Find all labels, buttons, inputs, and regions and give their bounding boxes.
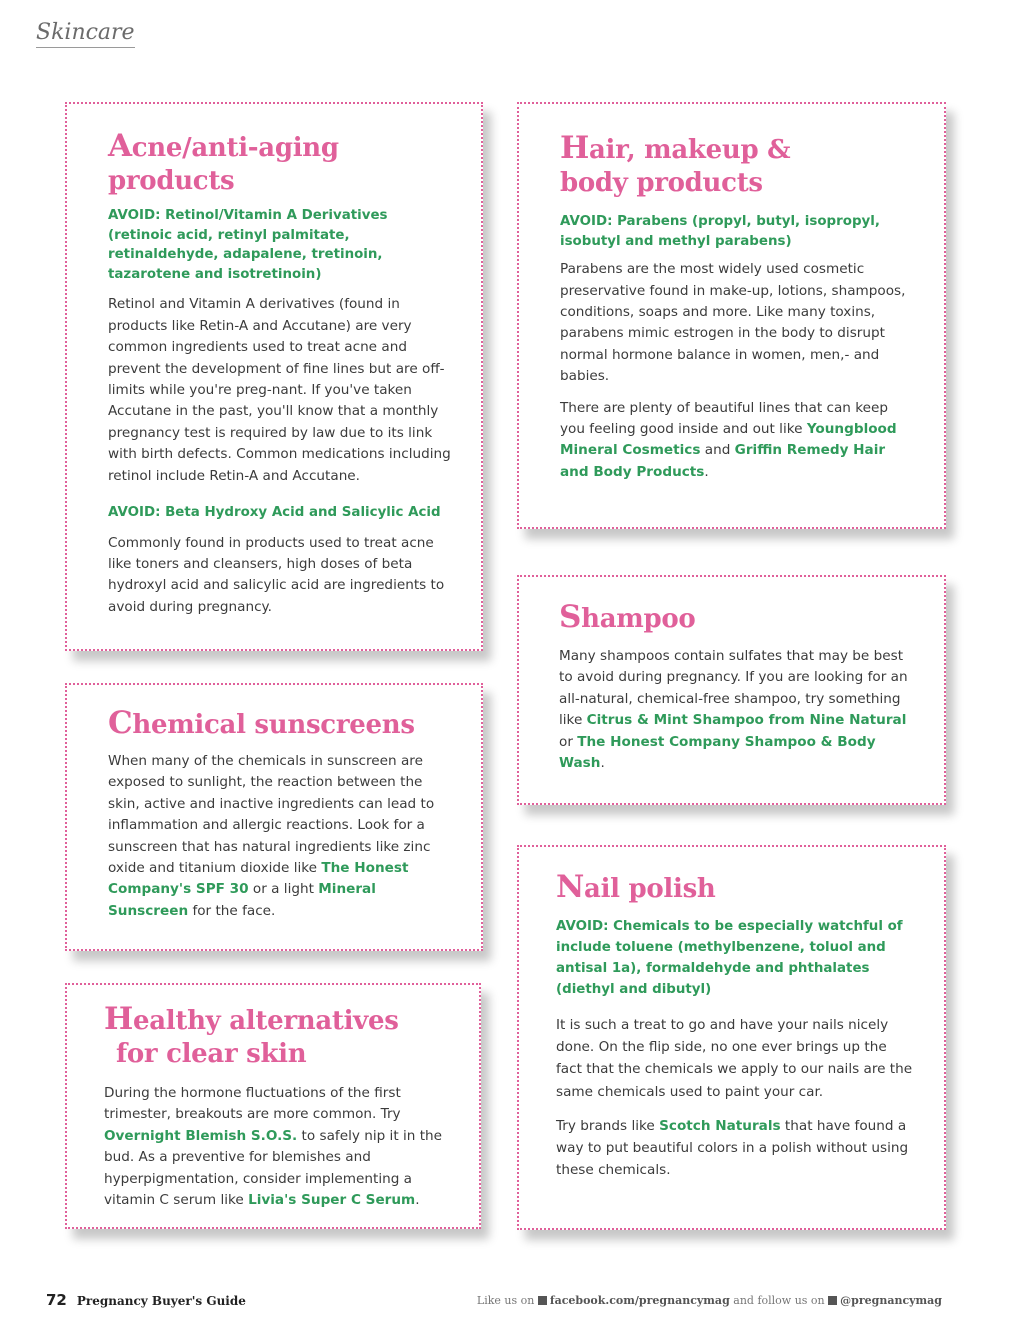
- card-sunscreen: [65, 683, 483, 951]
- link-youngblood[interactable]: Youngblood Mineral Cosmetics: [560, 421, 897, 459]
- acne-body-retinol: Retinol and Vitamin A derivatives (found in products like Retin-A and Accutane) are very common ingredients used to treat acne and prevent the development of fine lines but are off-limits while you're preg-nant. If you've taken Accutane in the past, you'll know that a monthly pregnancy test is required by law due to its link with birth defects. Common medications including retinol include Retin-A and Accutane.: [108, 296, 451, 484]
- footer-left: [46, 1291, 246, 1309]
- facebook-icon: [538, 1296, 547, 1305]
- card-healthy: [65, 983, 481, 1229]
- card-healthy-title: Healthy alternatives for clear skin: [104, 1001, 399, 1069]
- twitter-link[interactable]: @pregnancymag: [840, 1294, 942, 1307]
- card-nail: [517, 845, 946, 1230]
- link-honest-shampoo[interactable]: The Honest Company Shampoo & Body Wash: [559, 733, 876, 772]
- link-scotch-naturals[interactable]: Scotch Naturals: [659, 1117, 781, 1134]
- hair-avoid-parabens: AVOID: Parabens (propyl, butyl, isopropyl, isobutyl and methyl parabens): [560, 214, 880, 249]
- healthy-body: During the hormone fluctuations of the first trimester, breakouts are more common. Try Overnight Blemish S.O.S. to safely nip it in the bud. As a preventive for blemishes and hyperpigmentation, consider implementing a vitamin C serum like Livia's Super C Serum.: [104, 1085, 443, 1209]
- section-tag: Skincare: [36, 20, 135, 48]
- footer-social: Like us on facebook.com/pregnancymag and follow us on @pregnancymag: [476, 1294, 942, 1307]
- nail-body-brands: Try brands like Scotch Naturals that have found a way to put beautiful colors in a polish without using these chemicals.: [556, 1117, 909, 1179]
- acne-avoid-retinol: AVOID: Retinol/Vitamin A Derivatives (retinoic acid, retinyl palmitate, retinaldehyde, adapalene, tretinoin, tazarotene and isotretinoin): [108, 208, 388, 282]
- card-shampoo-title: Shampoo: [559, 599, 696, 635]
- hair-body-brands: There are plenty of beautiful lines that can keep you feeling good inside and out like Youngblood Mineral Cosmetics and Griffin Remedy Hair and Body Products.: [560, 399, 897, 480]
- card-acne-title: Acne/anti-aging products: [108, 128, 339, 196]
- hair-body-parabens: Parabens are the most widely used cosmetic preservative found in make-up, lotions, shampoos, conditions, soaps and more. Like many toxins, parabens mimic estrogen in the body to disrupt normal hormone balance in women, men,- and babies.: [560, 261, 906, 385]
- nail-body-treat: It is such a treat to go and have your nails nicely done. On the flip side, no one ever brings up the fact that the chemicals we apply to our nails are the same chemicals used to paint your car.: [556, 1017, 913, 1100]
- acne-avoid-bha: AVOID: Beta Hydroxy Acid and Salicylic Acid: [108, 505, 441, 521]
- acne-body-bha: Commonly found in products used to treat acne like toners and cleansers, high doses of beta hydroxyl acid and salicylic acid are ingredients to avoid during pregnancy.: [108, 534, 445, 615]
- shampoo-body: Many shampoos contain sulfates that may be best to avoid during pregnancy. If you are looking for an all-natural, chemical-free shampoo, try something like Citrus & Mint Shampoo from Nine Natural or The Honest Company Shampoo & Body Wash.: [559, 648, 908, 772]
- link-mineral-sunscreen[interactable]: Mineral Sunscreen: [108, 881, 376, 919]
- card-hair-title: Hair, makeup & body products: [560, 130, 791, 198]
- nail-avoid-chemicals: AVOID: Chemicals to be especially watchful of include toluene (methylbenzene, toluol and antisal 1a), formaldehyde and phthalates (diethyl and dibutyl): [556, 919, 903, 997]
- card-acne: [65, 102, 483, 651]
- twitter-icon: [828, 1296, 837, 1305]
- page-number: 72: [46, 1291, 67, 1309]
- link-livia-super-c[interactable]: Livia's Super C Serum: [248, 1192, 416, 1209]
- card-shampoo: [517, 575, 946, 805]
- link-citrus-mint-shampoo[interactable]: Citrus & Mint Shampoo from Nine Natural: [586, 712, 907, 729]
- card-sunscreen-title: Chemical sunscreens: [108, 705, 415, 741]
- link-overnight-blemish[interactable]: Overnight Blemish S.O.S.: [104, 1127, 298, 1144]
- facebook-link[interactable]: facebook.com/pregnancymag: [549, 1294, 730, 1307]
- link-griffin-remedy[interactable]: Griffin Remedy Hair and Body Products: [560, 442, 886, 480]
- card-nail-title: Nail polish: [556, 869, 716, 905]
- sunscreen-body: When many of the chemicals in sunscreen are exposed to sunlight, the reaction between the skin, active and inactive ingredients can lead to inflammation and allergic reactions. Look for a sunscreen that has natural ingredients like zinc oxide and titanium dioxide like The Honest Company's SPF 30 or a light Mineral Sunscreen for the face.: [108, 753, 435, 919]
- card-hair: [517, 102, 946, 529]
- publication-name: Pregnancy Buyer's Guide: [76, 1294, 246, 1308]
- link-honest-spf30[interactable]: The Honest Company's SPF 30: [108, 860, 409, 898]
